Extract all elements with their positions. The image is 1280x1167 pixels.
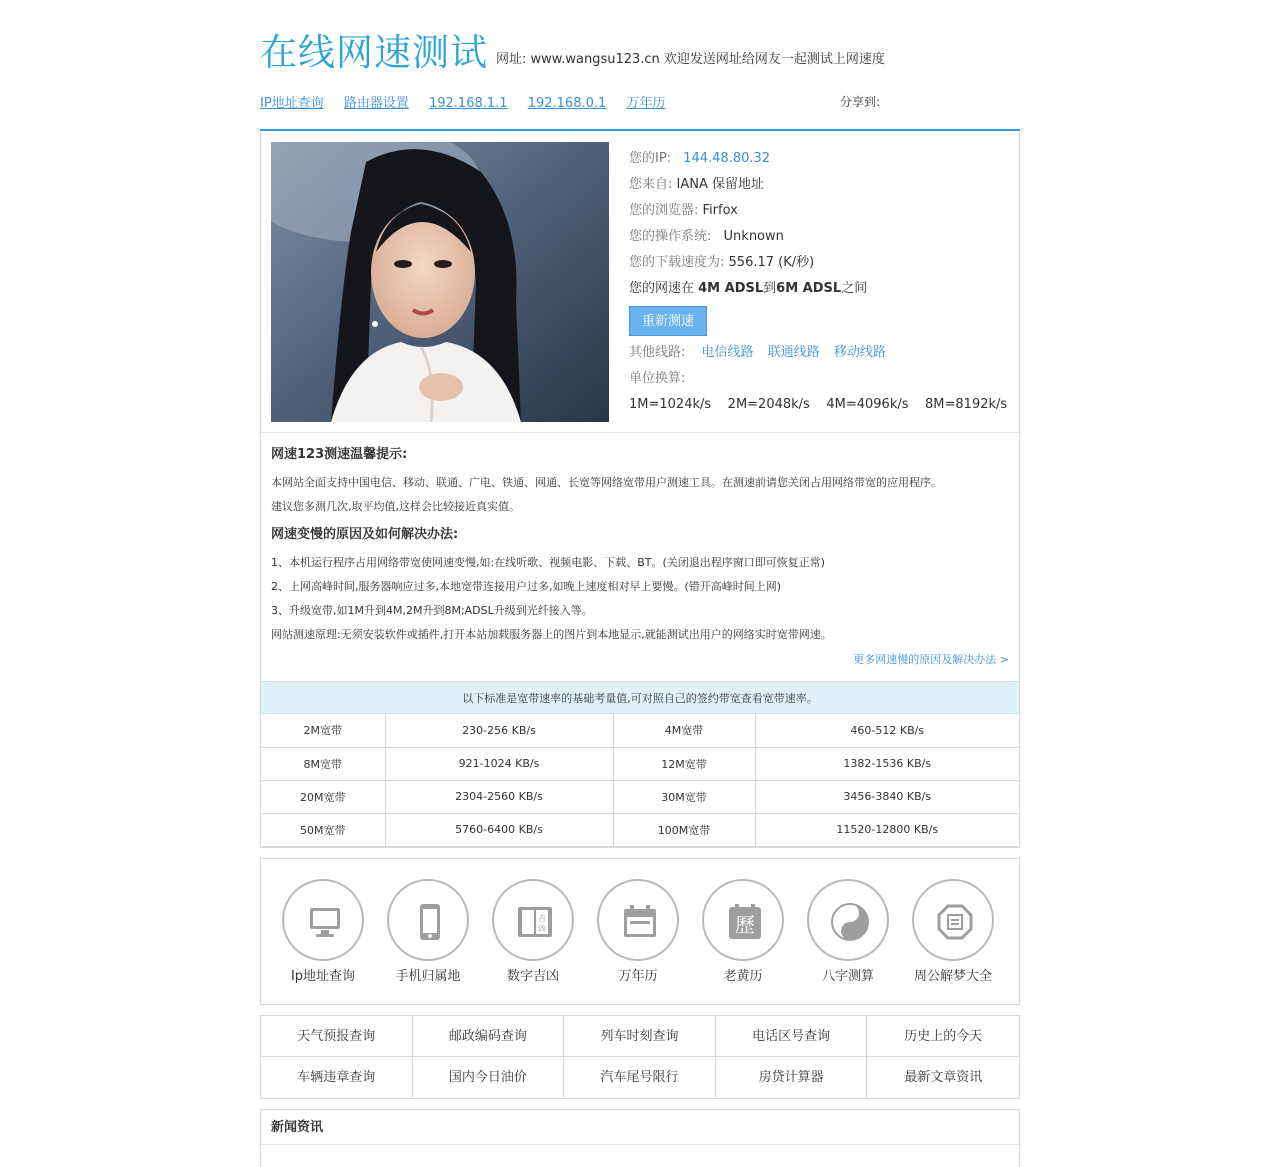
tool-ip-lookup[interactable]: [273, 879, 373, 984]
unit-label: 单位换算:: [629, 371, 686, 386]
table-cell: 11520-12800 KB/s: [755, 813, 1019, 846]
table-cell: 4M宽带: [613, 714, 755, 747]
result-panel: [261, 132, 1019, 433]
query-latest-articles[interactable]: 最新文章资讯: [904, 1069, 983, 1085]
table-cell: 2304-2560 KB/s: [385, 780, 613, 813]
almanac-icon: [724, 901, 766, 943]
table-row: [261, 813, 1019, 846]
result-info: [629, 146, 1007, 418]
news-section: [260, 1109, 1020, 1167]
tips-title: 网速123测速温馨提示:: [271, 447, 408, 462]
table-cell: 1382-1536 KB/s: [755, 747, 1019, 780]
site-title[interactable]: 在线网速测试: [260, 31, 488, 74]
nav-192-168-1-1[interactable]: 192.168.1.1: [428, 96, 508, 111]
level-low: 4M ADSL: [698, 281, 764, 296]
table-row: [261, 747, 1019, 780]
reason-item-2: 2、上网高峰时间,服务器响应过多,本地宽带连接用户过多,如晚上速度相对早上要慢。(错开高峰时间上网): [271, 580, 782, 593]
tool-label: 万年历: [618, 968, 658, 984]
table-cell: 50M宽带: [261, 813, 385, 846]
table-cell: 20M宽带: [261, 780, 385, 813]
tool-number-fortune[interactable]: [483, 879, 583, 984]
tips-paragraph-1: 本网站全面支持中国电信、移动、联通、广电、铁通、网通、长宽等网络宽带用户测速工具。在测速前请您关闭占用网络带宽的应用程序。: [271, 476, 942, 489]
reason-item-3: 3、升级宽带,如1M升到4M,2M升到8M;ADSL升级到光纤接入等。: [271, 604, 593, 617]
level-high: 6M ADSL: [776, 281, 842, 296]
from-value: IANA 保留地址: [676, 177, 765, 192]
tool-label: 八字测算: [821, 968, 874, 984]
query-plate-limit[interactable]: 汽车尾号限行: [564, 1057, 716, 1098]
tool-label: 老黄历: [723, 968, 763, 984]
line-unicom[interactable]: 联通线路: [767, 345, 820, 360]
nav-192-168-0-1[interactable]: 192.168.0.1: [527, 96, 607, 111]
table-cell: 12M宽带: [613, 747, 755, 780]
lines-row: [629, 340, 1007, 366]
query-oil-price[interactable]: 国内今日油价: [413, 1057, 565, 1098]
level-prefix: 您的网速在: [629, 281, 699, 296]
table-cell: 8M宽带: [261, 747, 385, 780]
from-label: 您来自:: [629, 177, 673, 192]
svg-text:歷: 歷: [735, 912, 755, 937]
phone-icon: [409, 901, 451, 943]
speed-label: 您的下载速度为:: [629, 255, 725, 270]
tool-dream[interactable]: [903, 879, 1003, 984]
ip-label: 您的IP:: [629, 151, 672, 166]
slow-reasons-title: 网速变慢的原因及如何解决办法:: [271, 527, 459, 542]
reason-item-1: 1、本机运行程序占用网络带宽使网速变慢,如:在线听歌、视频电影、下载、BT。(关闭退出程序窗口即可恢复正常): [271, 556, 826, 569]
main-box: [260, 132, 1020, 848]
query-violation[interactable]: 车辆违章查询: [261, 1057, 413, 1098]
table-row: [261, 780, 1019, 813]
share-label: 分享到:: [840, 95, 881, 109]
tool-phone-location[interactable]: [378, 879, 478, 984]
more-reasons-link[interactable]: 更多网速慢的原因及解决办法 >: [853, 653, 1009, 666]
tips-section: [261, 433, 1019, 681]
query-history-today[interactable]: 历史上的今天: [867, 1016, 1019, 1057]
query-mortgage[interactable]: 房贷计算器: [716, 1057, 868, 1098]
test-principle: 网站测速原理:无须安装软件或插件,打开本站加载服务器上的图片到本地显示,就能测试出用户的网络实时宽带网速。: [271, 628, 832, 641]
query-grid: [260, 1015, 1020, 1099]
query-postcode[interactable]: 邮政编码查询: [413, 1016, 565, 1057]
table-cell: 230-256 KB/s: [385, 714, 613, 747]
news-title: 新闻资讯: [261, 1110, 1019, 1145]
bandwidth-table-header: 以下标准是宽带速率的基础考量值,可对照自己的签约带宽查看宽带速率。: [261, 681, 1019, 714]
level-row: [629, 276, 1007, 302]
table-row: [261, 714, 1019, 747]
tool-label: 数字吉凶: [506, 968, 559, 984]
table-cell: 3456-3840 KB/s: [755, 780, 1019, 813]
header-divider: [260, 129, 1020, 131]
ip-row: [629, 146, 1007, 172]
os-label: 您的操作系统:: [629, 229, 712, 244]
page: [260, 0, 1020, 1167]
speed-row: [629, 250, 1007, 276]
speed-value: 556.17 (K/秒): [728, 255, 815, 270]
browser-value: Firfox: [702, 203, 738, 218]
svg-text:凶: 凶: [538, 923, 546, 933]
line-mobile[interactable]: 移动线路: [833, 345, 886, 360]
portrait-photo: [271, 142, 609, 422]
lines-label: 其他线路:: [629, 345, 686, 360]
tool-calendar[interactable]: [588, 879, 688, 984]
tips-paragraph-2: 建议您多测几次,取平均值,这样会比较接近真实值。: [271, 500, 520, 513]
top-nav: [260, 92, 681, 111]
table-cell: 2M宽带: [261, 714, 385, 747]
browser-row: [629, 198, 1007, 224]
unit-values: 1M=1024k/s 2M=2048k/s 4M=4096k/s 8M=8192k/s: [629, 397, 1008, 412]
level-suffix: 之间: [841, 281, 868, 296]
table-cell: 100M宽带: [613, 813, 755, 846]
tools-panel: [260, 858, 1020, 1005]
browser-label: 您的浏览器:: [629, 203, 699, 218]
unit-row: [629, 366, 1007, 392]
svg-text:吉: 吉: [538, 913, 546, 923]
tool-almanac[interactable]: [693, 879, 793, 984]
monitor-icon: [304, 901, 346, 943]
tool-label: Ip地址查询: [290, 968, 356, 984]
query-weather[interactable]: 天气预报查询: [261, 1016, 413, 1057]
level-mid: 到: [763, 281, 777, 296]
line-telecom[interactable]: 电信线路: [701, 345, 754, 360]
yin-yang-icon: [829, 901, 871, 943]
ip-value: 144.48.80.32: [683, 151, 771, 166]
tool-bazi[interactable]: [798, 879, 898, 984]
tool-label: 周公解梦大全: [913, 968, 992, 984]
nav-calendar[interactable]: 万年历: [626, 96, 666, 111]
table-cell: 30M宽带: [613, 780, 755, 813]
from-row: [629, 172, 1007, 198]
dream-icon: [934, 901, 976, 943]
book-icon: [514, 901, 556, 943]
site-subtitle: 网址: www.wangsu123.cn 欢迎发送网址给网友一起测试上网速度: [496, 52, 885, 67]
table-cell: 921-1024 KB/s: [385, 747, 613, 780]
header: [260, 0, 1020, 132]
query-train[interactable]: 列车时刻查询: [564, 1016, 716, 1057]
os-value: Unknown: [723, 229, 784, 244]
tool-label: 手机归属地: [395, 968, 461, 984]
calendar-icon: [619, 901, 661, 943]
table-cell: 460-512 KB/s: [755, 714, 1019, 747]
os-row: [629, 224, 1007, 250]
retest-button[interactable]: 重新测速: [629, 306, 707, 336]
nav-router-settings[interactable]: 路由器设置: [343, 96, 409, 111]
query-area-code[interactable]: 电话区号查询: [716, 1016, 868, 1057]
table-cell: 5760-6400 KB/s: [385, 813, 613, 846]
nav-ip-lookup[interactable]: IP地址查询: [260, 96, 324, 111]
bandwidth-table: [261, 714, 1019, 847]
